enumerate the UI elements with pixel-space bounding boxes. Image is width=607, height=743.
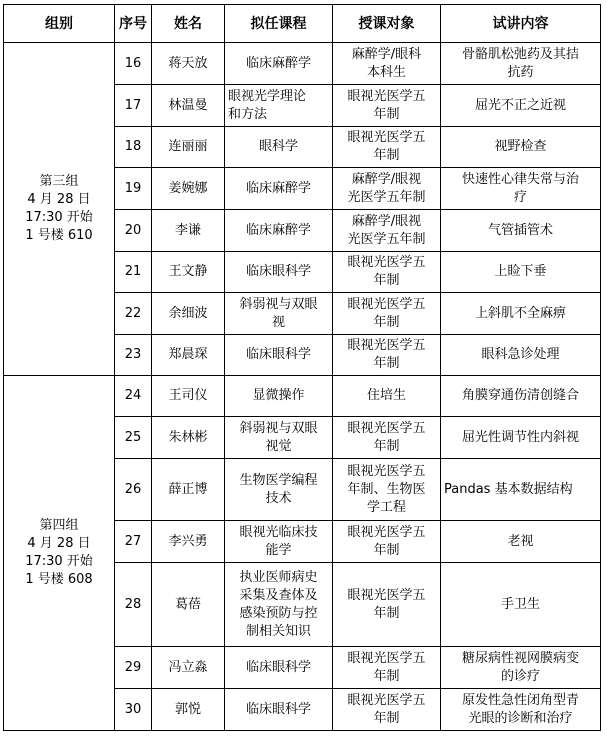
course-cell: 临床眼科学	[225, 252, 333, 293]
course-cell: 显微操作	[225, 376, 333, 417]
name-cell: 王文静	[152, 252, 225, 293]
audience-cell: 眼视光医学五 年制	[333, 689, 441, 731]
name-cell: 朱林彬	[152, 417, 225, 459]
audience-cell: 眼视光医学五 年制	[333, 293, 441, 335]
name-cell: 余细波	[152, 293, 225, 335]
seq-cell: 30	[115, 689, 152, 731]
content-cell: 手卫生	[441, 563, 601, 647]
audience-cell: 麻醉学/眼视 光医学五年制	[333, 168, 441, 210]
seq-cell: 24	[115, 376, 152, 417]
audience-cell: 眼视光医学五 年制	[333, 127, 441, 168]
seq-cell: 18	[115, 127, 152, 168]
header-row	[4, 5, 601, 43]
course-cell: 临床麻醉学	[225, 168, 333, 210]
header-group: 组别	[4, 5, 115, 43]
name-cell: 郑晨琛	[152, 335, 225, 376]
seq-cell: 21	[115, 252, 152, 293]
course-cell: 临床眼科学	[225, 689, 333, 731]
course-cell: 眼视光学理论 和方法	[225, 85, 333, 127]
header-name: 姓名	[152, 5, 225, 43]
course-cell: 斜弱视与双眼 视	[225, 293, 333, 335]
audience-cell: 麻醉学/眼科 本科生	[333, 43, 441, 85]
seq-cell: 23	[115, 335, 152, 376]
seq-cell: 16	[115, 43, 152, 85]
audience-cell: 眼视光医学五 年制	[333, 417, 441, 459]
name-cell: 李谦	[152, 210, 225, 252]
name-cell: 葛蓓	[152, 563, 225, 647]
seq-cell: 28	[115, 563, 152, 647]
seq-cell: 20	[115, 210, 152, 252]
seq-cell: 19	[115, 168, 152, 210]
course-cell: 临床眼科学	[225, 335, 333, 376]
content-cell: 骨骼肌松弛药及其拮 抗药	[441, 43, 601, 85]
course-cell: 眼视光临床技 能学	[225, 521, 333, 563]
course-cell: 眼科学	[225, 127, 333, 168]
content-cell: 气管插管术	[441, 210, 601, 252]
name-cell: 李兴勇	[152, 521, 225, 563]
audience-cell: 麻醉学/眼视 光医学五年制	[333, 210, 441, 252]
header-content: 试讲内容	[441, 5, 601, 43]
seq-cell: 25	[115, 417, 152, 459]
course-cell: 临床麻醉学	[225, 210, 333, 252]
name-cell: 王司仪	[152, 376, 225, 417]
audience-cell: 眼视光医学五 年制	[333, 647, 441, 689]
audience-cell: 眼视光医学五 年制	[333, 85, 441, 127]
course-cell: 执业医师病史 采集及查体及 感染预防与控 制相关知识	[225, 563, 333, 647]
content-cell: 角膜穿通伤清创缝合	[441, 376, 601, 417]
audience-cell: 眼视光医学五 年制	[333, 563, 441, 647]
course-cell: 生物医学编程 技术	[225, 459, 333, 521]
course-cell: 斜弱视与双眼 视觉	[225, 417, 333, 459]
schedule-table	[3, 4, 601, 731]
content-cell: Pandas 基本数据结构	[441, 459, 601, 521]
course-cell: 临床麻醉学	[225, 43, 333, 85]
name-cell: 冯立淼	[152, 647, 225, 689]
table-row	[4, 376, 601, 417]
seq-cell: 27	[115, 521, 152, 563]
audience-cell: 眼视光医学五 年制	[333, 335, 441, 376]
seq-cell: 17	[115, 85, 152, 127]
table-row	[4, 43, 601, 85]
content-cell: 眼科急诊处理	[441, 335, 601, 376]
name-cell: 连丽丽	[152, 127, 225, 168]
name-cell: 姜婉娜	[152, 168, 225, 210]
content-cell: 原发性急性闭角型青 光眼的诊断和治疗	[441, 689, 601, 731]
seq-cell: 22	[115, 293, 152, 335]
audience-cell: 眼视光医学五 年制	[333, 521, 441, 563]
content-cell: 糖尿病性视网膜病变 的诊疗	[441, 647, 601, 689]
name-cell: 郭悦	[152, 689, 225, 731]
content-cell: 视野检查	[441, 127, 601, 168]
content-cell: 快速性心律失常与治 疗	[441, 168, 601, 210]
name-cell: 蒋天放	[152, 43, 225, 85]
name-cell: 薛正博	[152, 459, 225, 521]
course-cell: 临床眼科学	[225, 647, 333, 689]
audience-cell: 住培生	[333, 376, 441, 417]
content-cell: 上睑下垂	[441, 252, 601, 293]
content-cell: 上斜肌不全麻痹	[441, 293, 601, 335]
header-seq: 序号	[115, 5, 152, 43]
seq-cell: 26	[115, 459, 152, 521]
seq-cell: 29	[115, 647, 152, 689]
content-cell: 屈光不正之近视	[441, 85, 601, 127]
audience-cell: 眼视光医学五 年制	[333, 252, 441, 293]
group-cell: 第三组 4 月 28 日 17:30 开始 1 号楼 610	[4, 43, 115, 376]
schedule-table-body	[4, 5, 601, 731]
header-audience: 授课对象	[333, 5, 441, 43]
name-cell: 林温曼	[152, 85, 225, 127]
header-course: 拟任课程	[225, 5, 333, 43]
group-cell: 第四组 4 月 28 日 17:30 开始 1 号楼 608	[4, 376, 115, 731]
content-cell: 老视	[441, 521, 601, 563]
audience-cell: 眼视光医学五 年制、生物医 学工程	[333, 459, 441, 521]
content-cell: 屈光性调节性内斜视	[441, 417, 601, 459]
